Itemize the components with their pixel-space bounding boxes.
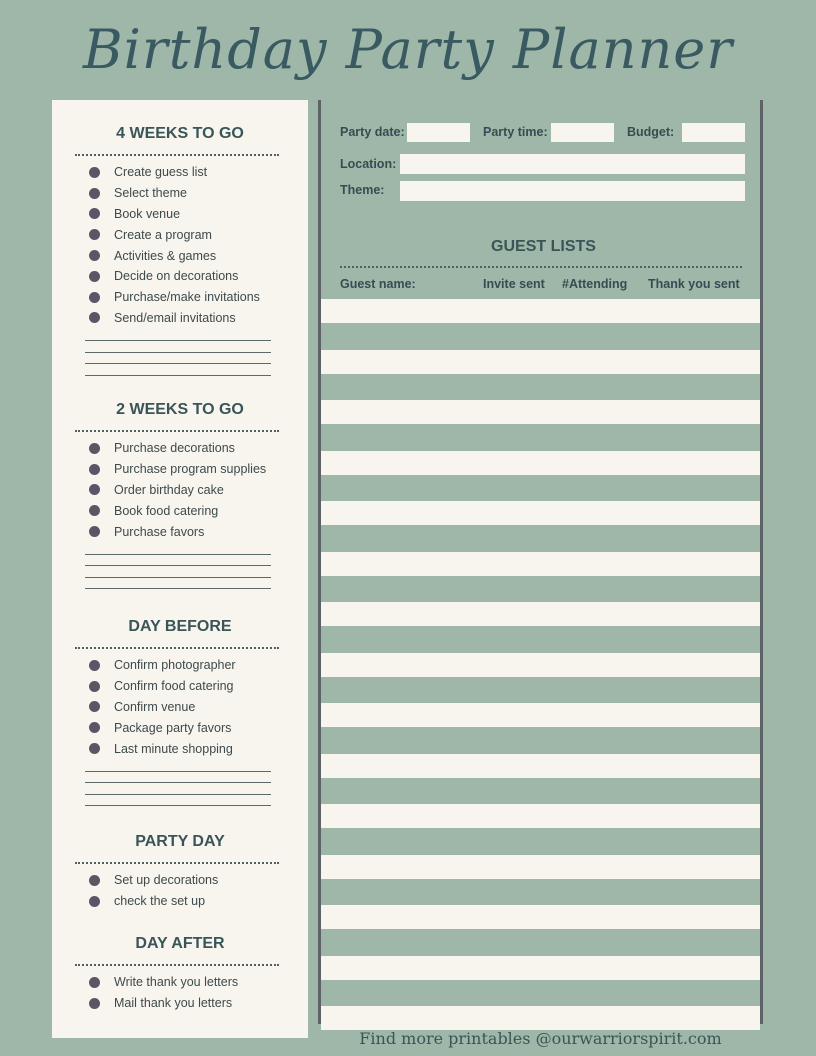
- bullet-icon: [89, 188, 100, 199]
- guest-row[interactable]: [321, 703, 760, 727]
- task-item[interactable]: Decide on decorations: [52, 266, 308, 287]
- bullet-icon: [89, 292, 100, 303]
- task-item[interactable]: Order birthday cake: [52, 480, 308, 501]
- dotted-divider: [75, 964, 279, 966]
- party-date-field[interactable]: [407, 123, 470, 142]
- section-heading: PARTY DAY: [135, 833, 225, 850]
- task-item[interactable]: Confirm food catering: [52, 676, 308, 697]
- task-item[interactable]: Write thank you letters: [52, 972, 308, 993]
- guest-row[interactable]: [321, 855, 760, 879]
- dotted-divider: [75, 862, 279, 864]
- dotted-divider: [75, 154, 279, 156]
- bullet-icon: [89, 875, 100, 886]
- guest-row[interactable]: [321, 905, 760, 929]
- section-heading: DAY AFTER: [135, 935, 225, 952]
- guest-row[interactable]: [321, 754, 760, 778]
- guest-row[interactable]: [321, 1006, 760, 1030]
- bullet-icon: [89, 896, 100, 907]
- writing-lines[interactable]: [85, 771, 271, 807]
- column-attending: #Attending: [562, 277, 628, 291]
- task-item[interactable]: Last minute shopping: [52, 738, 308, 759]
- task-item[interactable]: check the set up: [52, 891, 308, 912]
- bullet-icon: [89, 743, 100, 754]
- theme-label: Theme:: [340, 183, 385, 197]
- column-thank-you-sent: Thank you sent: [648, 277, 740, 291]
- task-item[interactable]: Create guess list: [52, 162, 308, 183]
- bullet-icon: [89, 660, 100, 671]
- bullet-icon: [89, 526, 100, 537]
- guest-row[interactable]: [321, 501, 760, 525]
- guest-row[interactable]: [321, 350, 760, 374]
- bullet-icon: [89, 464, 100, 475]
- guest-row[interactable]: [321, 451, 760, 475]
- bullet-icon: [89, 977, 100, 988]
- section-day-before: [52, 615, 308, 817]
- task-item[interactable]: Activities & games: [52, 245, 308, 266]
- page-title: Birthday Party Planner: [82, 18, 734, 81]
- bullet-icon: [89, 208, 100, 219]
- budget-field[interactable]: [682, 123, 745, 142]
- task-item[interactable]: Book venue: [52, 204, 308, 225]
- budget-label: Budget:: [627, 125, 675, 139]
- task-item[interactable]: Confirm venue: [52, 697, 308, 718]
- bullet-icon: [89, 167, 100, 178]
- task-item[interactable]: Purchase program supplies: [52, 459, 308, 480]
- bullet-icon: [89, 443, 100, 454]
- bullet-icon: [89, 998, 100, 1009]
- task-item[interactable]: Mail thank you letters: [52, 993, 308, 1014]
- footer-credit: Find more printables @ourwarriorspirit.com: [359, 1029, 722, 1048]
- bullet-icon: [89, 722, 100, 733]
- bullet-icon: [89, 681, 100, 692]
- guest-row[interactable]: [321, 602, 760, 626]
- party-time-field[interactable]: [551, 123, 614, 142]
- writing-lines[interactable]: [85, 554, 271, 590]
- task-item[interactable]: Purchase favors: [52, 521, 308, 542]
- section-heading: 2 WEEKS TO GO: [116, 401, 244, 418]
- guest-row[interactable]: [321, 653, 760, 677]
- dotted-divider: [75, 647, 279, 649]
- location-label: Location:: [340, 157, 397, 171]
- section-heading: 4 WEEKS TO GO: [116, 125, 244, 142]
- section-heading: DAY BEFORE: [128, 618, 232, 635]
- theme-field[interactable]: [400, 181, 745, 201]
- task-item[interactable]: Create a program: [52, 224, 308, 245]
- bullet-icon: [89, 312, 100, 323]
- dotted-divider: [75, 430, 279, 432]
- bullet-icon: [89, 505, 100, 516]
- writing-lines[interactable]: [85, 340, 271, 376]
- bullet-icon: [89, 250, 100, 261]
- bullet-icon: [89, 701, 100, 712]
- bullet-icon: [89, 271, 100, 282]
- section-day-after: [52, 932, 308, 1014]
- column-guest-name: Guest name:: [340, 277, 416, 291]
- bullet-icon: [89, 229, 100, 240]
- task-item[interactable]: Select theme: [52, 183, 308, 204]
- location-field[interactable]: [400, 154, 745, 174]
- party-time-label: Party time:: [483, 125, 548, 139]
- section-4-weeks: [52, 122, 308, 386]
- bullet-icon: [89, 484, 100, 495]
- checklist-panel: [52, 100, 308, 1038]
- task-item[interactable]: Confirm photographer: [52, 655, 308, 676]
- section-party-day: [52, 830, 308, 912]
- party-details-panel: [318, 100, 763, 1024]
- guest-row[interactable]: [321, 956, 760, 980]
- guest-row[interactable]: [321, 299, 760, 323]
- task-item[interactable]: Purchase decorations: [52, 438, 308, 459]
- task-item[interactable]: Book food catering: [52, 500, 308, 521]
- guest-list-title: GUEST LISTS: [491, 238, 596, 255]
- guest-row[interactable]: [321, 400, 760, 424]
- guest-row[interactable]: [321, 552, 760, 576]
- task-item[interactable]: Send/email invitations: [52, 308, 308, 329]
- section-2-weeks: [52, 398, 308, 600]
- task-item[interactable]: Purchase/make invitations: [52, 287, 308, 308]
- task-item[interactable]: Package party favors: [52, 717, 308, 738]
- dotted-divider: [340, 266, 742, 268]
- task-item[interactable]: Set up decorations: [52, 870, 308, 891]
- guest-row[interactable]: [321, 804, 760, 828]
- column-invite-sent: Invite sent: [483, 277, 545, 291]
- party-date-label: Party date:: [340, 125, 405, 139]
